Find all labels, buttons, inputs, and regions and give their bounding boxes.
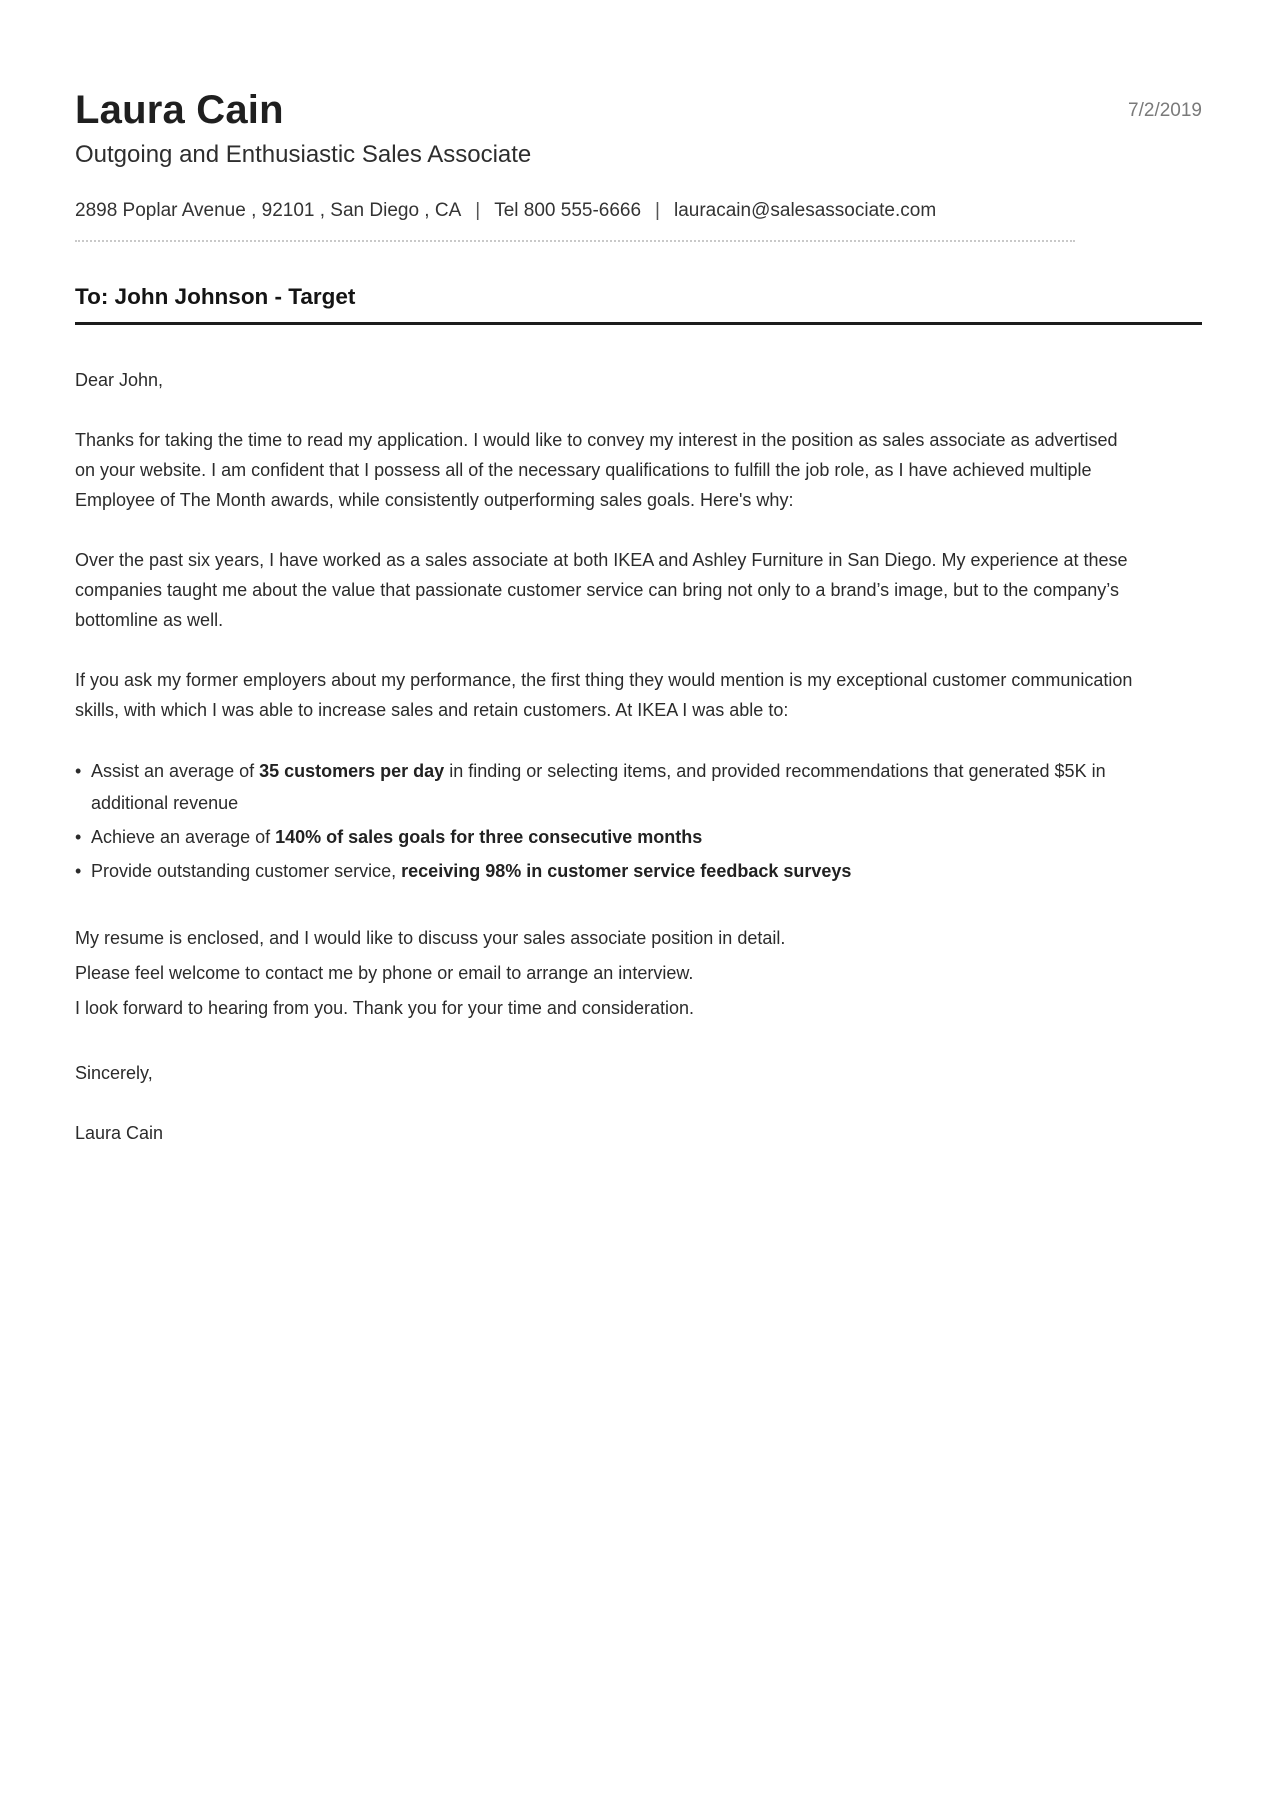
body-paragraph: Thanks for taking the time to read my application. I would like to convey my interest in the position as sales associate as advertised on your website. I am confident that I possess all of the necessary qualifications to fulfill the job role, as I have achieved multiple Employee of The Month awards, while consistently outperforming sales goals. Here's why: — [75, 430, 1118, 510]
contact-bar — [75, 198, 1202, 224]
applicant-job-title: Outgoing and Enthusiastic Sales Associate — [75, 141, 532, 168]
closing-block — [75, 921, 1202, 1026]
body-paragraph: Over the past six years, I have worked as a sales associate at both IKEA and Ashley Furniture in San Diego. My experience at these companies taught me about the value that passionate customer service can bring not only to a brand’s image, but to the company’s bottomline as well. — [75, 550, 1128, 630]
bullet-text-pre: Provide outstanding customer service, — [91, 861, 402, 881]
bullet-marker: • — [75, 861, 82, 881]
bullet-text-bold: 35 customers per day — [259, 761, 445, 781]
applicant-name-block — [75, 88, 1128, 170]
letter-body — [75, 365, 1202, 1148]
bullet-marker: • — [75, 761, 82, 781]
header-dotted-divider — [75, 240, 1075, 242]
applicant-name: Laura Cain — [75, 88, 284, 132]
bullet-text-bold: receiving 98% in customer service feedback surveys — [401, 861, 852, 881]
achievements-list — [75, 755, 1135, 887]
bullet-text-pre: Achieve an average of — [91, 827, 276, 847]
list-item — [75, 755, 1135, 819]
document-date: 7/2/2019 — [1128, 100, 1202, 121]
bullet-text-bold: 140% of sales goals for three consecutive months — [275, 827, 703, 847]
contact-phone: Tel 800 555-6666 — [494, 200, 642, 221]
list-item — [75, 821, 1135, 853]
closing-line: I look forward to hearing from you. Thank you for your time and consideration. — [75, 998, 694, 1018]
contact-email: lauracain@salesassociate.com — [673, 200, 937, 221]
signature-name: Laura Cain — [75, 1123, 164, 1143]
contact-separator: | — [655, 200, 660, 221]
recipient-heading: To: John Johnson - Target — [75, 284, 1202, 325]
salutation: Dear John, — [75, 370, 164, 390]
closing-line: Please feel welcome to contact me by phone or email to arrange an interview. — [75, 963, 694, 983]
signoff: Sincerely, — [75, 1063, 153, 1083]
closing-line: My resume is enclosed, and I would like to discuss your sales associate position in detail. — [75, 928, 786, 948]
contact-separator: | — [475, 200, 481, 221]
letter-header — [75, 88, 1202, 170]
bullet-marker: • — [75, 827, 82, 847]
bullet-text-post: in finding or selecting items, and provided recommendations that generated $5K in additional revenue — [91, 761, 1106, 813]
list-item — [75, 855, 1135, 887]
body-paragraph: If you ask my former employers about my performance, the first thing they would mention is my exceptional customer communication skills, with which I was able to increase sales and retain customers. At IKEA I was able to: — [75, 670, 1133, 720]
contact-address: 2898 Poplar Avenue , 92101 , San Diego , CA — [75, 200, 462, 221]
bullet-text-pre: Assist an average of — [91, 761, 260, 781]
